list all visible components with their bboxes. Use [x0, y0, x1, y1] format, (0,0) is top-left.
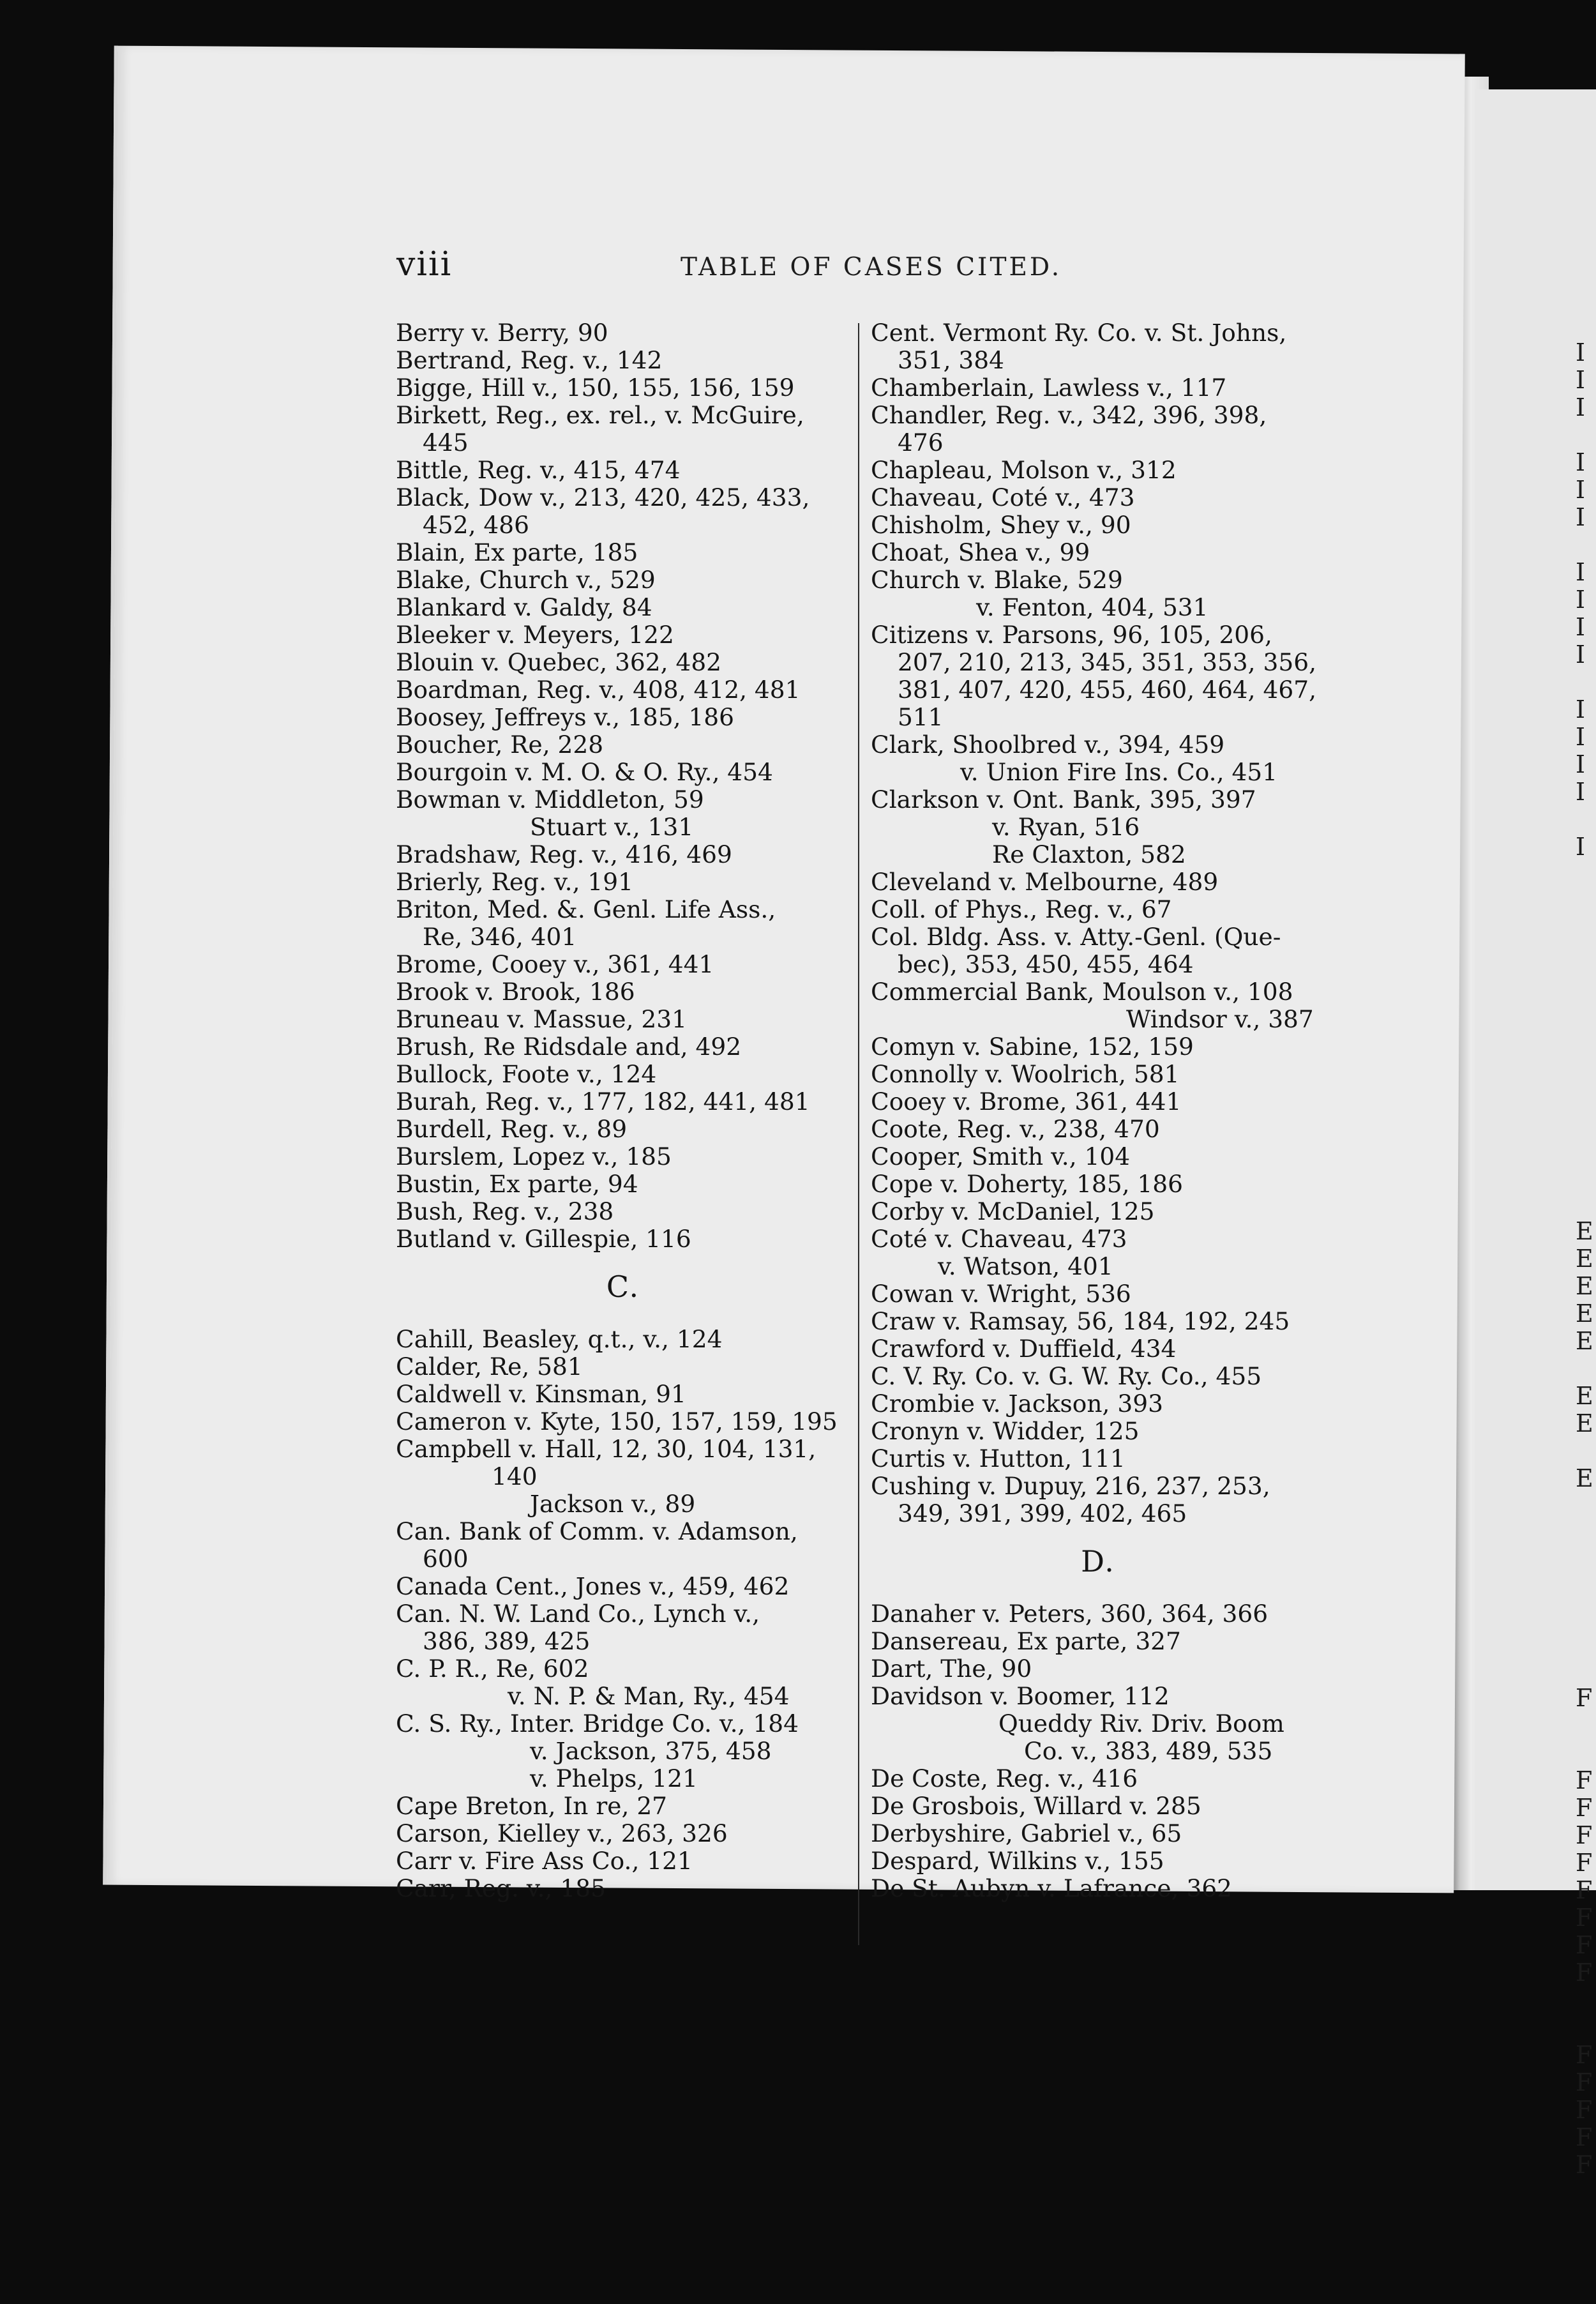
case-entry: Cameron v. Kyte, 150, 157, 159, 195 — [396, 1407, 838, 1436]
facing-page-initial: F — [1576, 2068, 1593, 2096]
facing-page-initial: I — [1576, 503, 1586, 531]
case-entry: Curtis v. Hutton, 111 — [871, 1444, 1125, 1473]
section-heading-c: C. — [606, 1269, 640, 1304]
case-entry: Can. N. W. Land Co., Lynch v., — [396, 1600, 760, 1628]
case-entry-continuation: 600 — [423, 1545, 469, 1573]
case-entry: Bourgoin v. M. O. & O. Ry., 454 — [396, 758, 773, 786]
facing-page-initial: E — [1576, 1464, 1593, 1492]
case-entry: Crombie v. Jackson, 393 — [871, 1390, 1163, 1418]
facing-page-initial: I — [1576, 778, 1586, 806]
case-entry-sub: v. Fenton, 404, 531 — [976, 593, 1208, 621]
case-entry: De Coste, Reg. v., 416 — [871, 1764, 1138, 1792]
case-entry-continuation: 207, 210, 213, 345, 351, 353, 356, — [898, 648, 1316, 676]
facing-page-initial: E — [1576, 1327, 1593, 1355]
case-entry: Cahill, Beasley, q.t., v., 124 — [396, 1325, 723, 1353]
left-column — [396, 319, 850, 1902]
case-entry: Choat, Shea v., 99 — [871, 538, 1090, 566]
case-entry-continuation: bec), 353, 450, 455, 464 — [898, 950, 1194, 978]
case-entry: Despard, Wilkins v., 155 — [871, 1847, 1164, 1875]
case-entry: Dart, The, 90 — [871, 1655, 1032, 1683]
case-entry: C. V. Ry. Co. v. G. W. Ry. Co., 455 — [871, 1362, 1262, 1390]
case-entry: Bullock, Foote v., 124 — [396, 1060, 657, 1088]
facing-page-initial: E — [1576, 1382, 1593, 1410]
case-entry: Chisholm, Shey v., 90 — [871, 511, 1131, 539]
case-entry-continuation: 445 — [423, 428, 469, 457]
facing-page-initial: I — [1576, 338, 1586, 367]
case-entry: Cushing v. Dupuy, 216, 237, 253, — [871, 1472, 1270, 1500]
case-entry: Boosey, Jeffreys v., 185, 186 — [396, 703, 735, 731]
case-entry: Canada Cent., Jones v., 459, 462 — [396, 1572, 790, 1600]
case-entry: Chandler, Reg. v., 342, 396, 398, — [871, 401, 1267, 429]
case-entry: Church v. Blake, 529 — [871, 566, 1123, 594]
case-entry: Blain, Ex parte, 185 — [396, 538, 638, 566]
case-entry: Berry v. Berry, 90 — [396, 319, 608, 347]
case-entry: Chapleau, Molson v., 312 — [871, 456, 1177, 484]
case-entry: Cape Breton, In re, 27 — [396, 1792, 668, 1820]
case-entry: Col. Bldg. Ass. v. Atty.-Genl. (Que- — [871, 923, 1281, 951]
case-entry: Coote, Reg. v., 238, 470 — [871, 1115, 1160, 1143]
case-entry: Calder, Re, 581 — [396, 1353, 583, 1381]
facing-page-initial: I — [1576, 750, 1586, 778]
case-entry: Caldwell v. Kinsman, 91 — [396, 1380, 686, 1408]
facing-page-edge — [1475, 89, 1596, 2179]
case-entry: Bustin, Ex parte, 94 — [396, 1170, 638, 1198]
facing-page-initial: F — [1576, 1794, 1593, 1822]
case-entry: Campbell v. Hall, 12, 30, 104, 131, — [396, 1435, 817, 1463]
case-entry: Blouin v. Quebec, 362, 482 — [396, 648, 722, 676]
case-entry-continuation: Co. v., 383, 489, 535 — [1024, 1737, 1273, 1765]
case-entry: Cent. Vermont Ry. Co. v. St. Johns, — [871, 319, 1287, 347]
facing-page-initial: E — [1576, 1245, 1593, 1273]
facing-page-initial: F — [1576, 2041, 1593, 2069]
case-entry: Bruneau v. Massue, 231 — [396, 1005, 687, 1033]
case-entry-sub: Windsor v., 387 — [1126, 1005, 1314, 1033]
case-entry: De St. Aubyn v. Lafrance, 362 — [871, 1874, 1233, 1902]
facing-page-initial: F — [1576, 1821, 1593, 1849]
case-entry-sub: Re Claxton, 582 — [992, 840, 1186, 868]
case-entry: Commercial Bank, Moulson v., 108 — [871, 978, 1293, 1006]
case-entry: Bleeker v. Meyers, 122 — [396, 621, 674, 649]
right-column — [871, 319, 1325, 1902]
case-entry-sub: v. Phelps, 121 — [530, 1764, 698, 1792]
case-entry: Cowan v. Wright, 536 — [871, 1280, 1131, 1308]
case-entry: C. P. R., Re, 602 — [396, 1655, 589, 1683]
facing-page-initial: F — [1576, 2123, 1593, 2151]
case-entry: Cronyn v. Widder, 125 — [871, 1417, 1140, 1445]
facing-page-initial: F — [1576, 1684, 1593, 1712]
case-entry: Brush, Re Ridsdale and, 492 — [396, 1033, 742, 1061]
case-entry: Danaher v. Peters, 360, 364, 366 — [871, 1600, 1269, 1628]
case-entry-sub: v. Union Fire Ins. Co., 451 — [960, 758, 1278, 786]
facing-page-initial: I — [1576, 695, 1586, 724]
facing-page-initial: F — [1576, 1959, 1593, 1987]
case-entry-sub: v. Ryan, 516 — [992, 813, 1140, 841]
case-entry: Cooey v. Brome, 361, 441 — [871, 1088, 1182, 1116]
case-entry: Bertrand, Reg. v., 142 — [396, 346, 663, 374]
case-entry: Butland v. Gillespie, 116 — [396, 1225, 691, 1253]
case-entry: Clark, Shoolbred v., 394, 459 — [871, 731, 1225, 759]
case-entry: Brook v. Brook, 186 — [396, 978, 635, 1006]
case-entry: Davidson v. Boomer, 112 — [871, 1682, 1170, 1710]
facing-page-initial: I — [1576, 558, 1586, 586]
case-entry: Clarkson v. Ont. Bank, 395, 397 — [871, 785, 1256, 814]
case-entry: Burslem, Lopez v., 185 — [396, 1142, 672, 1171]
case-entry-continuation: 476 — [898, 428, 944, 457]
case-entry: Boucher, Re, 228 — [396, 731, 604, 759]
case-entry-continuation: 140 — [492, 1462, 538, 1490]
case-entry: Craw v. Ramsay, 56, 184, 192, 245 — [871, 1307, 1290, 1335]
case-entry-sub: Jackson v., 89 — [530, 1490, 696, 1518]
case-entry-continuation: Re, 346, 401 — [423, 923, 577, 951]
facing-page-initial: I — [1576, 723, 1586, 751]
case-entry: Briton, Med. &. Genl. Life Ass., — [396, 895, 776, 923]
case-entry: Comyn v. Sabine, 152, 159 — [871, 1033, 1194, 1061]
case-entry-sub: v. N. P. & Man, Ry., 454 — [508, 1682, 790, 1710]
facing-page-initial: I — [1576, 366, 1586, 394]
facing-page-initial: F — [1576, 1931, 1593, 1959]
case-entry: Derbyshire, Gabriel v., 65 — [871, 1819, 1182, 1847]
facing-page-initial: I — [1576, 448, 1586, 476]
case-entry: C. S. Ry., Inter. Bridge Co. v., 184 — [396, 1709, 799, 1738]
running-title: TABLE OF CASES CITED. — [681, 253, 1062, 282]
facing-page-initial: E — [1576, 1409, 1593, 1437]
case-entry: Carson, Kielley v., 263, 326 — [396, 1819, 728, 1847]
facing-page-initial: E — [1576, 1300, 1593, 1328]
case-entry-continuation: 349, 391, 399, 402, 465 — [898, 1499, 1187, 1527]
facing-page-initial: F — [1576, 2151, 1593, 2179]
case-entry-sub: Queddy Riv. Driv. Boom — [998, 1709, 1284, 1738]
case-entry: Bradshaw, Reg. v., 416, 469 — [396, 840, 732, 868]
case-entry-sub: v. Watson, 401 — [938, 1252, 1113, 1280]
case-entry: Carr v. Fire Ass Co., 121 — [396, 1847, 693, 1875]
case-entry: Boardman, Reg. v., 408, 412, 481 — [396, 676, 801, 704]
facing-page-initial: F — [1576, 1876, 1593, 1904]
case-entry-continuation: 511 — [898, 703, 944, 731]
facing-page-initial: I — [1576, 586, 1586, 614]
facing-page-initial: F — [1576, 1904, 1593, 1932]
case-entry-continuation: 386, 389, 425 — [423, 1627, 591, 1655]
case-entry: Burah, Reg. v., 177, 182, 441, 481 — [396, 1088, 810, 1116]
case-entry: Crawford v. Duffield, 434 — [871, 1335, 1177, 1363]
case-entry-sub: v. Jackson, 375, 458 — [530, 1737, 772, 1765]
page-folio: viii — [396, 245, 453, 284]
facing-page-initial: F — [1576, 2096, 1593, 2124]
case-entry: Bigge, Hill v., 150, 155, 156, 159 — [396, 374, 795, 402]
case-entry: Bowman v. Middleton, 59 — [396, 785, 704, 814]
case-entry: Chamberlain, Lawless v., 117 — [871, 374, 1227, 402]
case-entry: Corby v. McDaniel, 125 — [871, 1197, 1155, 1225]
facing-page-initial: I — [1576, 833, 1586, 861]
case-entry: Burdell, Reg. v., 89 — [396, 1115, 628, 1143]
case-entry: Coll. of Phys., Reg. v., 67 — [871, 895, 1172, 923]
facing-page-initial: E — [1576, 1217, 1593, 1245]
facing-page-initial: I — [1576, 640, 1586, 669]
case-entry: Bittle, Reg. v., 415, 474 — [396, 456, 681, 484]
case-entry-sub: Stuart v., 131 — [530, 813, 694, 841]
case-entry: Cleveland v. Melbourne, 489 — [871, 868, 1219, 896]
facing-page-initial: I — [1576, 613, 1586, 641]
case-entry: Brome, Cooey v., 361, 441 — [396, 950, 714, 978]
facing-page-initial: F — [1576, 1766, 1593, 1794]
case-entry: Citizens v. Parsons, 96, 105, 206, — [871, 621, 1272, 649]
case-entry: Can. Bank of Comm. v. Adamson, — [396, 1517, 798, 1545]
case-entry: Chaveau, Coté v., 473 — [871, 483, 1135, 512]
case-entry: Carr, Reg. v., 185 — [396, 1874, 606, 1902]
case-entry: Dansereau, Ex parte, 327 — [871, 1627, 1181, 1655]
case-entry: Birkett, Reg., ex. rel., v. McGuire, — [396, 401, 804, 429]
facing-page-initial: I — [1576, 476, 1586, 504]
facing-page-initial: E — [1576, 1272, 1593, 1300]
case-entry: Cope v. Doherty, 185, 186 — [871, 1170, 1183, 1198]
section-heading-d: D. — [1081, 1544, 1115, 1579]
facing-page-initial: I — [1576, 393, 1586, 421]
case-entry: Black, Dow v., 213, 420, 425, 433, — [396, 483, 810, 512]
case-entry: Connolly v. Woolrich, 581 — [871, 1060, 1180, 1088]
facing-page-initial: F — [1576, 1849, 1593, 1877]
case-entry: De Grosbois, Willard v. 285 — [871, 1792, 1201, 1820]
case-entry-continuation: 381, 407, 420, 455, 460, 464, 467, — [898, 676, 1316, 704]
case-entry-continuation: 351, 384 — [898, 346, 1004, 374]
case-entry: Blankard v. Galdy, 84 — [396, 593, 652, 621]
case-entry: Cooper, Smith v., 104 — [871, 1142, 1131, 1171]
column-rule — [858, 323, 859, 1945]
case-entry: Coté v. Chaveau, 473 — [871, 1225, 1127, 1253]
case-entry: Blake, Church v., 529 — [396, 566, 656, 594]
case-entry-continuation: 452, 486 — [423, 511, 529, 539]
case-entry: Bush, Reg. v., 238 — [396, 1197, 614, 1225]
case-entry: Brierly, Reg. v., 191 — [396, 868, 633, 896]
